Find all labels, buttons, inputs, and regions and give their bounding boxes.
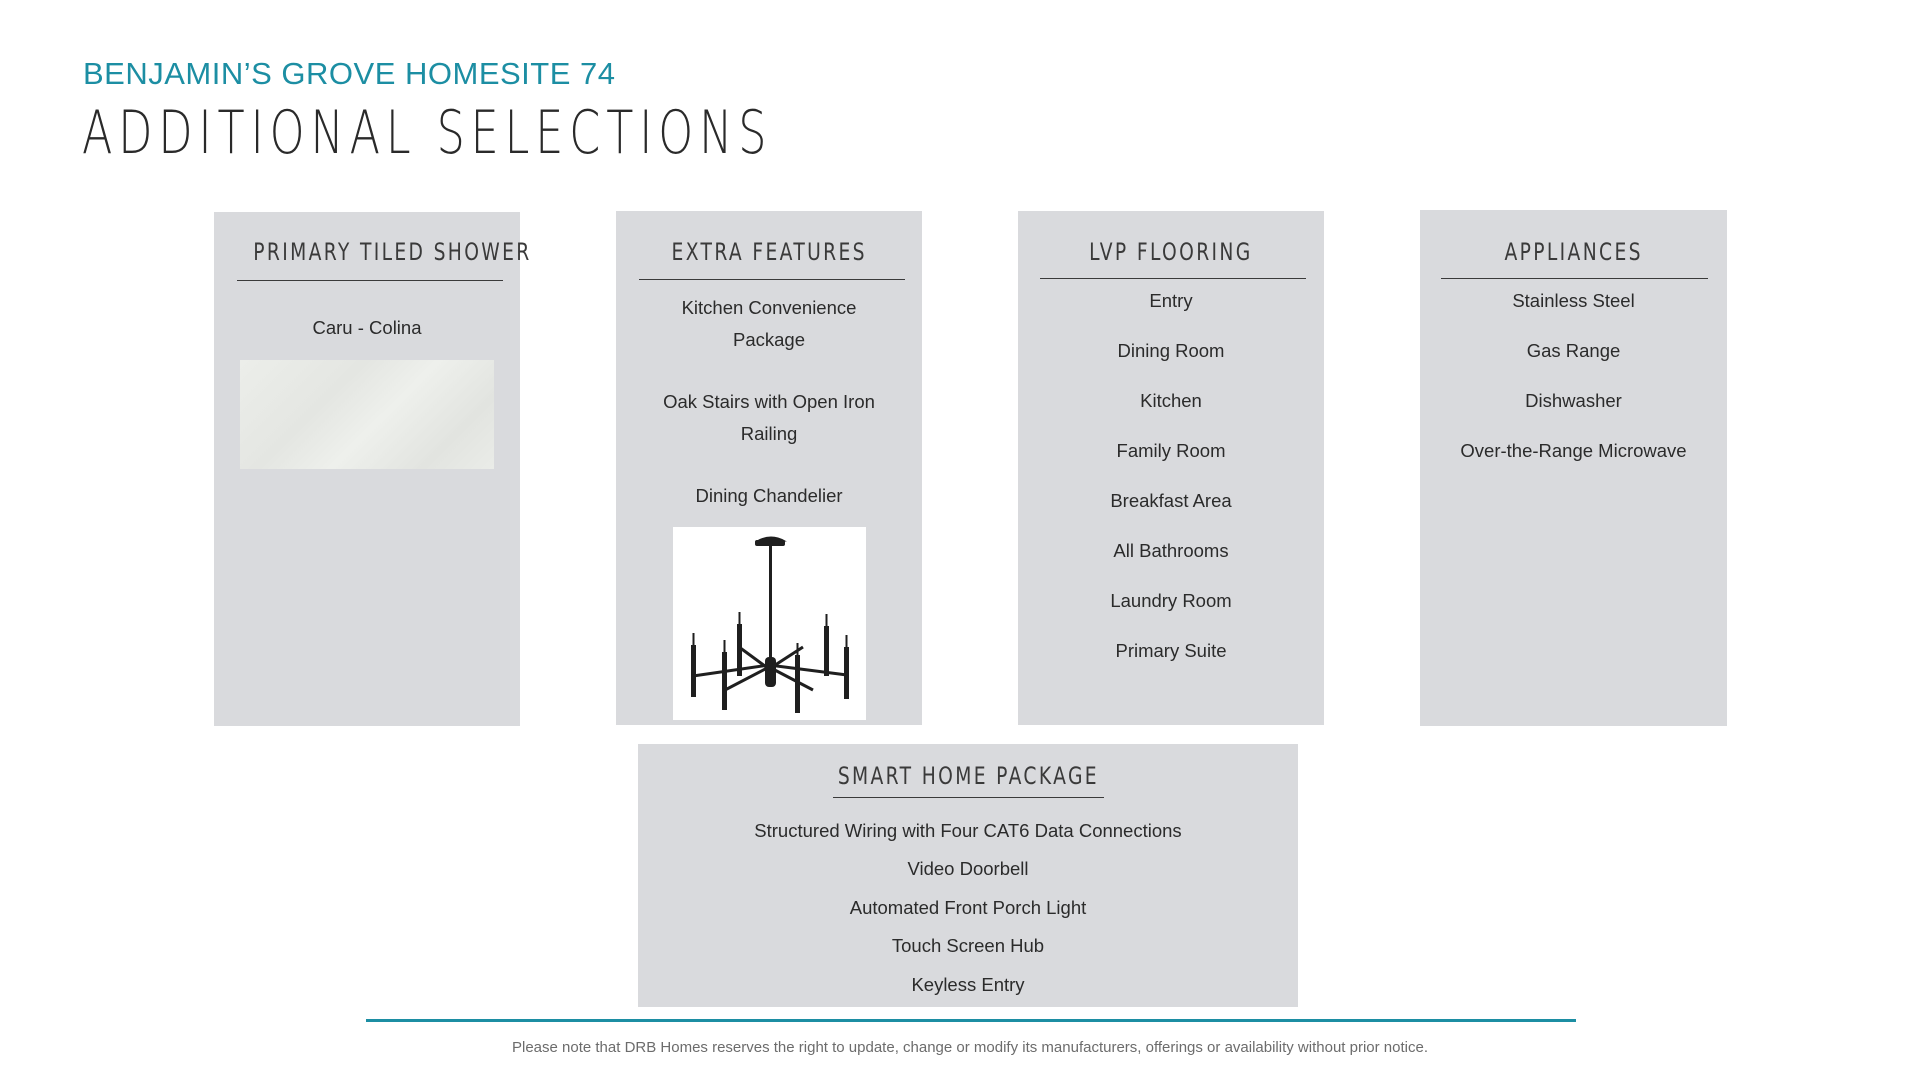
list-item: Over-the-Range Microwave: [1460, 440, 1687, 461]
list-item: All Bathrooms: [1113, 540, 1229, 561]
title-underline: [833, 797, 1104, 798]
list-item: Family Room: [1116, 440, 1226, 461]
card-extra-features: [616, 211, 922, 725]
list-item: Kitchen Convenience: [681, 297, 857, 318]
chandelier-icon: [673, 527, 866, 720]
card-lvp-flooring: [1018, 211, 1324, 725]
card-appliances: [1420, 210, 1727, 726]
chandelier-image: [673, 527, 866, 720]
title-underline: [237, 280, 503, 281]
footer-divider: [366, 1019, 1576, 1022]
list-item: Package: [733, 329, 805, 350]
list-item: Dishwasher: [1525, 390, 1622, 411]
list-item: Dining Chandelier: [695, 485, 843, 506]
list-item: Breakfast Area: [1110, 490, 1232, 511]
list-item: Kitchen: [1140, 390, 1202, 411]
card-title: LVP FLOORING: [1089, 238, 1253, 266]
title-underline: [639, 279, 905, 280]
card-title: SMART HOME PACKAGE: [837, 762, 1099, 790]
list-item: Touch Screen Hub: [891, 935, 1045, 956]
card-title: PRIMARY TILED SHOWER: [253, 238, 532, 266]
list-item: Automated Front Porch Light: [849, 897, 1087, 918]
list-item: Entry: [1149, 290, 1193, 311]
page-title: ADDITIONAL SELECTIONS: [82, 98, 773, 168]
list-item: Structured Wiring with Four CAT6 Data Connections: [754, 820, 1182, 841]
card-title: APPLIANCES: [1504, 238, 1643, 266]
list-item: Oak Stairs with Open Iron: [663, 391, 875, 412]
homesite-subtitle: BENJAMIN’S GROVE HOMESITE 74: [83, 56, 616, 91]
list-item: Laundry Room: [1110, 590, 1232, 611]
footer-disclaimer: Please note that DRB Homes reserves the right to update, change or modify its manufacturers, offerings or availability without prior notice.: [511, 1039, 1428, 1056]
list-item: Stainless Steel: [1512, 290, 1635, 311]
card-title: EXTRA FEATURES: [671, 238, 867, 266]
list-item: Caru - Colina: [312, 317, 422, 338]
card-smart-home-package: [638, 744, 1298, 1007]
list-item: Railing: [740, 423, 798, 444]
title-underline: [1040, 278, 1306, 279]
list-item: Keyless Entry: [911, 974, 1025, 995]
card-primary-tiled-shower: [214, 212, 532, 726]
tile-swatch-image: [240, 360, 494, 469]
title-underline: [1441, 278, 1708, 279]
list-item: Gas Range: [1526, 340, 1621, 361]
list-item: Dining Room: [1117, 340, 1225, 361]
list-item: Video Doorbell: [907, 858, 1029, 879]
list-item: Primary Suite: [1115, 640, 1227, 661]
